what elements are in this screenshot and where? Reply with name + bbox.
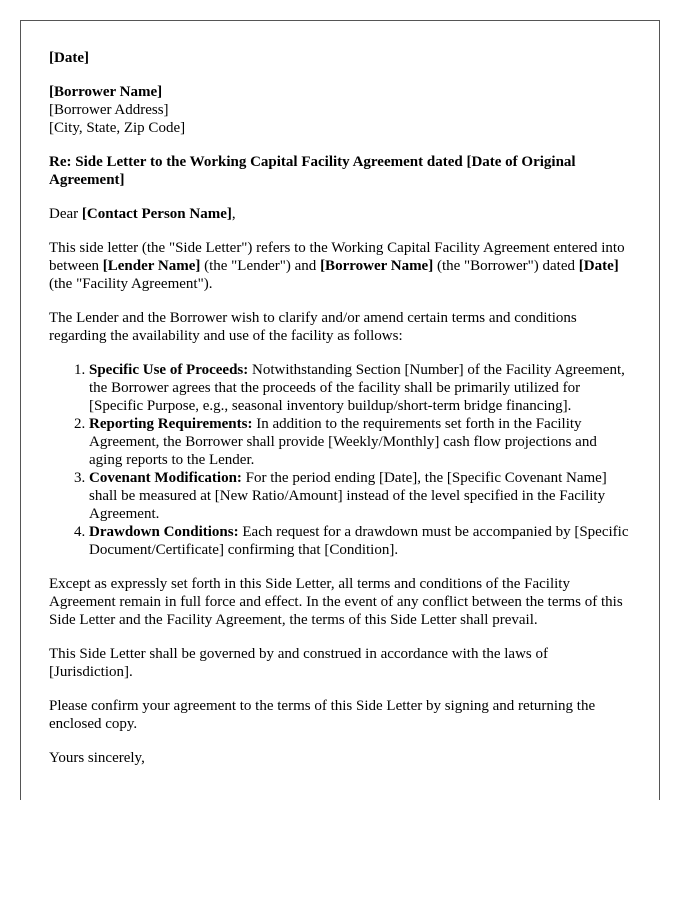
term-title: Specific Use of Proceeds:	[89, 362, 249, 378]
subject-line: Re: Side Letter to the Working Capital Facility Agreement dated [Date of Original Agreement]	[49, 154, 576, 188]
list-item	[89, 523, 633, 559]
borrower-address-block	[49, 83, 633, 137]
term-title: Drawdown Conditions:	[89, 524, 239, 540]
list-item	[89, 469, 633, 523]
lender-name: [Lender Name]	[102, 258, 201, 274]
intro-paragraph: This side letter (the "Side Letter") refers to the Working Capital Facility Agreement entered into between [Lender Name] (the "Lender") and [Borrower Name] (the "Borrower") dated [Date] (the "Facility Agreement").	[49, 240, 625, 292]
letter-page	[20, 20, 660, 800]
salutation: Dear [Contact Person Name],	[49, 206, 236, 222]
term-text: Notwithstanding Section [Number] of the Facility Agreement, the Borrower agrees that the proceeds of the facility shall be primarily utilized for [Specific Purpose, e.g., seasonal inventory buildup/short-term bridge financing].	[89, 362, 625, 414]
closing-line: Yours sincerely,	[49, 750, 145, 766]
list-item	[89, 361, 633, 415]
contact-person-name: [Contact Person Name]	[81, 206, 232, 222]
governing-law-paragraph: This Side Letter shall be governed by and construed in accordance with the laws of [Jurisdiction].	[49, 646, 549, 680]
purpose-paragraph: The Lender and the Borrower wish to clarify and/or amend certain terms and conditions regarding the availability and use of the facility as follows:	[49, 310, 577, 344]
full-force-paragraph: Except as expressly set forth in this Side Letter, all terms and conditions of the Facility Agreement remain in full force and effect. In the event of any conflict between the terms of this Side Letter and the Facility Agreement, the terms of this Side Letter shall prevail.	[49, 576, 623, 628]
list-item	[89, 415, 633, 469]
terms-list	[49, 361, 633, 559]
term-text: For the period ending [Date], the [Specific Covenant Name] shall be measured at [New Ratio/Amount] instead of the level specified in the Facility Agreement.	[89, 470, 607, 522]
confirm-paragraph: Please confirm your agreement to the terms of this Side Letter by signing and returning the enclosed copy.	[49, 698, 596, 732]
borrower-address: [Borrower Address]	[49, 102, 169, 118]
term-title: Covenant Modification:	[89, 470, 242, 486]
intro-borrower-name: [Borrower Name]	[320, 258, 434, 274]
borrower-city-state-zip: [City, State, Zip Code]	[49, 120, 186, 136]
term-text: In addition to the requirements set forth in the Facility Agreement, the Borrower shall provide [Weekly/Monthly] cash flow projections and aging reports to the Lender.	[89, 416, 597, 468]
letter-date: [Date]	[49, 50, 89, 66]
term-title: Reporting Requirements:	[89, 416, 253, 432]
term-text: Each request for a drawdown must be accompanied by [Specific Document/Certificate] confirming that [Condition].	[89, 524, 629, 558]
borrower-name: [Borrower Name]	[49, 84, 163, 100]
intro-date: [Date]	[578, 258, 619, 274]
